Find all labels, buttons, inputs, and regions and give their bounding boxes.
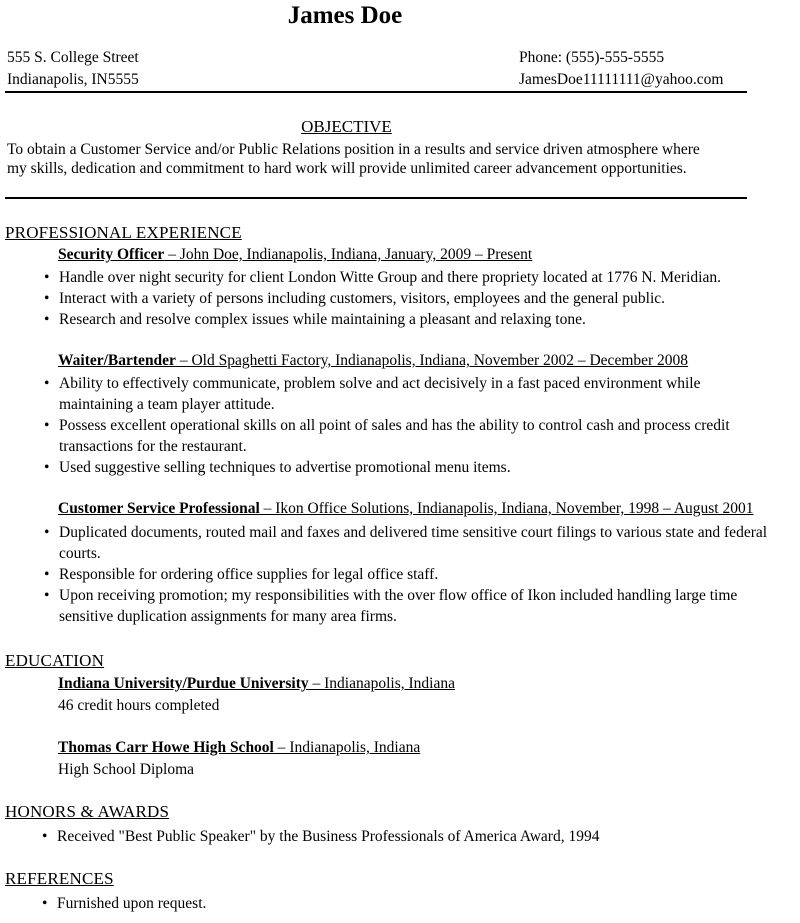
references-heading: REFERENCES <box>5 869 114 888</box>
list-item: • Ability to effectively communicate, problem solve and act decisively in a fast paced environment while maintaining a team player attitude. <box>40 373 760 415</box>
school-detail: 46 credit hours completed <box>58 697 220 714</box>
email-address: JamesDoe11111111@yahoo.com <box>519 71 724 88</box>
list-item: • Responsible for ordering office supplies for legal office staff. <box>40 564 795 585</box>
job-details: – John Doe, Indianapolis, Indiana, January, 2009 – Present <box>164 246 533 263</box>
job-title-waiter-bartender <box>58 352 688 370</box>
objective-line: To obtain a Customer Service and/or Public Relations position in a results and service driven atmosphere where <box>7 141 700 158</box>
list-item: • Possess excellent operational skills on all point of sales and has the ability to control cash and process credit transactions for the restaurant. <box>40 415 760 457</box>
list-item: • Used suggestive selling techniques to advertise promotional menu items. <box>40 457 760 478</box>
address-city: Indianapolis, IN5555 <box>7 71 139 88</box>
job-role: Waiter/Bartender <box>58 352 176 369</box>
header-divider <box>5 91 747 93</box>
job-details: – Old Spaghetti Factory, Indianapolis, Indiana, November 2002 – December 2008 <box>175 352 689 369</box>
phone-number: Phone: (555)-555-5555 <box>519 49 665 66</box>
job-role: Customer Service Professional <box>58 500 260 517</box>
honors-list <box>38 826 788 847</box>
objective-text <box>7 140 767 178</box>
objective-heading: OBJECTIVE <box>301 117 392 136</box>
job-bullets <box>40 267 790 330</box>
list-item: • Upon receiving promotion; my responsibilities with the over flow office of Ikon included handling large time sensitive duplication assignments for many area firms. <box>40 585 795 627</box>
school-detail: High School Diploma <box>58 761 195 778</box>
school-title-iupui <box>58 675 455 693</box>
school-name: Indiana University/Purdue University <box>58 675 309 692</box>
contact-block <box>519 47 723 91</box>
resume-name: James Doe <box>287 2 403 29</box>
address-street: 555 S. College Street <box>7 49 139 66</box>
references-list <box>38 893 788 914</box>
job-title-customer-service <box>58 500 754 518</box>
job-bullets <box>40 522 795 627</box>
school-title-howe <box>58 739 420 757</box>
list-item: • Research and resolve complex issues while maintaining a pleasant and relaxing tone. <box>40 309 790 330</box>
list-item: • Interact with a variety of persons including customers, visitors, employees and the general public. <box>40 288 790 309</box>
objective-divider <box>5 197 747 199</box>
job-role: Security Officer <box>58 246 165 263</box>
job-bullets <box>40 373 760 478</box>
list-item: • Received "Best Public Speaker" by the Business Professionals of America Award, 1994 <box>38 826 788 847</box>
education-heading: EDUCATION <box>5 651 105 670</box>
list-item: • Duplicated documents, routed mail and faxes and delivered time sensitive court filings to various state and federal courts. <box>40 522 795 564</box>
honors-heading: HONORS & AWARDS <box>5 802 170 821</box>
address-block <box>7 47 139 91</box>
job-title-security-officer <box>58 246 532 264</box>
school-location: – Indianapolis, Indiana <box>273 739 421 756</box>
job-details: – Ikon Office Solutions, Indianapolis, Indiana, November, 1998 – August 2001 <box>259 500 754 517</box>
school-location: – Indianapolis, Indiana <box>308 675 455 692</box>
school-name: Thomas Carr Howe High School <box>58 739 274 756</box>
list-item: • Handle over night security for client London Witte Group and there propriety located at 1776 N. Meridian. <box>40 267 790 288</box>
list-item: • Furnished upon request. <box>38 893 788 914</box>
experience-heading: PROFESSIONAL EXPERIENCE <box>5 223 242 242</box>
objective-line: my skills, dedication and commitment to hard work will provide unlimited career advancement opportunities. <box>7 160 687 177</box>
